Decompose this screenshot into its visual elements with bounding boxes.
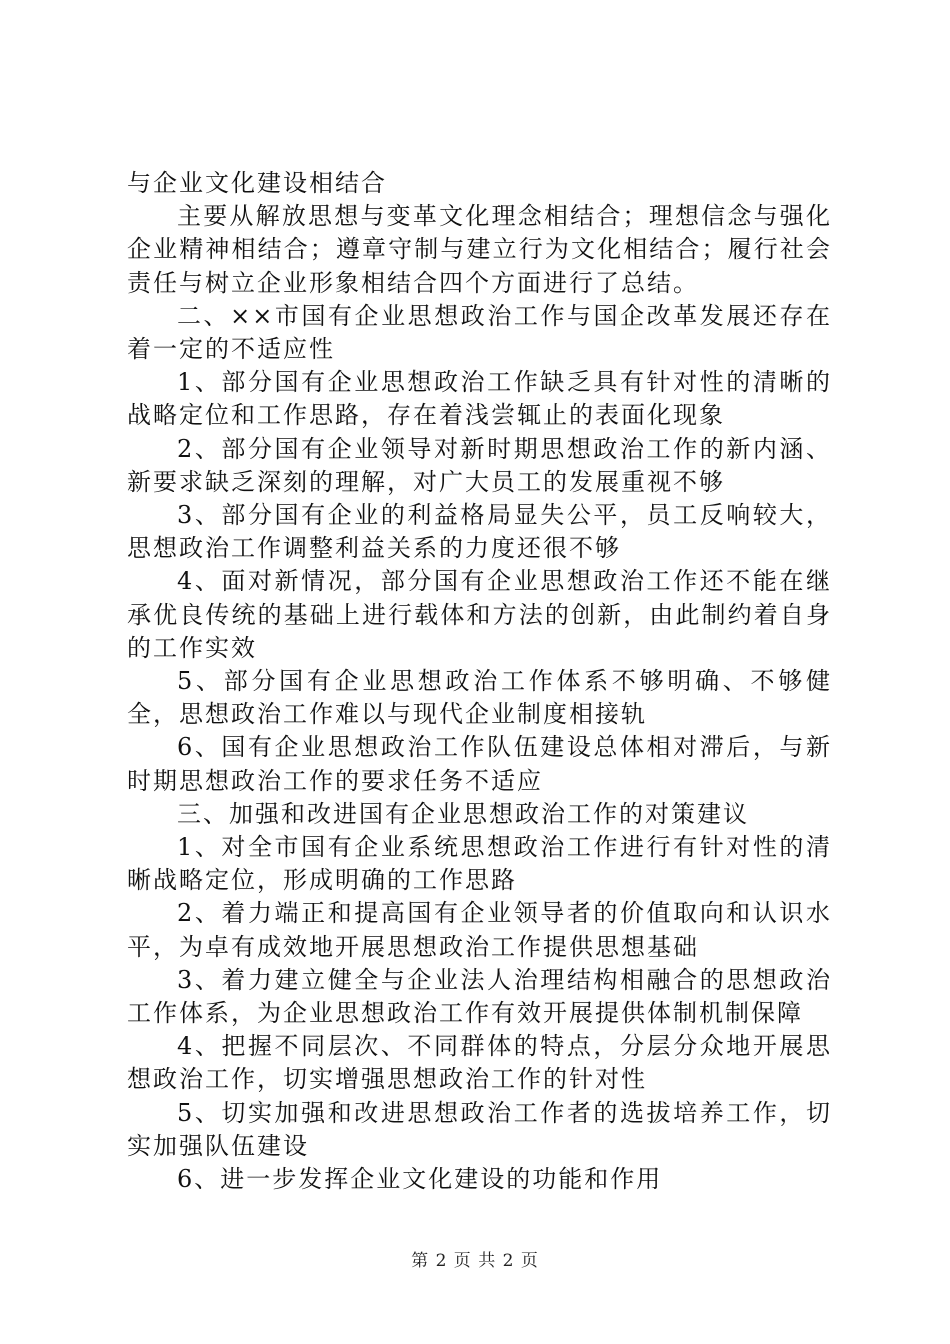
paragraph-0: 与企业文化建设相结合 bbox=[127, 169, 387, 197]
list-item-2-5: 5、部分国有企业思想政治工作体系不够明确、不够健全，思想政治工作难以与现代企业制度相接轨 bbox=[127, 667, 832, 729]
list-item-2-2: 2、部分国有企业领导对新时期思想政治工作的新内涵、新要求缺乏深刻的理解，对广大员工的发展重视不够 bbox=[127, 434, 832, 496]
paragraph-1: 主要从解放思想与变革文化理念相结合；理想信念与强化企业精神相结合；遵章守制与建立行为文化相结合；履行社会责任与树立企业形象相结合四个方面进行了总结。 bbox=[127, 202, 832, 297]
list-item-3-3: 3、着力建立健全与企业法人治理结构相融合的思想政治工作体系，为企业思想政治工作有效开展提供体制机制保障 bbox=[127, 965, 832, 1028]
document-body bbox=[127, 167, 832, 1196]
page-number-footer: 第 2 页 共 2 页 bbox=[411, 1251, 539, 1271]
list-item-2-1: 1、部分国有企业思想政治工作缺乏具有针对性的清晰的战略定位和工作思路，存在着浅尝辄止的表面化现象 bbox=[127, 368, 832, 430]
list-item-2-3: 3、部分国有企业的利益格局显失公平，员工反响较大，思想政治工作调整利益关系的力度还很不够 bbox=[127, 501, 832, 563]
list-item-3-5: 5、切实加强和改进思想政治工作者的选拔培养工作，切实加强队伍建设 bbox=[127, 1098, 832, 1160]
list-item-3-4: 4、把握不同层次、不同群体的特点，分层分众地开展思想政治工作，切实增强思想政治工作的针对性 bbox=[127, 1032, 832, 1094]
list-item-2-4: 4、面对新情况，部分国有企业思想政治工作还不能在继承优良传统的基础上进行载体和方法的创新，由此制约着自身的工作实效 bbox=[127, 567, 832, 662]
section-heading-2: 二、××市国有企业思想政治工作与国企改革发展还存在着一定的不适应性 bbox=[127, 301, 832, 364]
list-item-3-1: 1、对全市国有企业系统思想政治工作进行有针对性的清晰战略定位，形成明确的工作思路 bbox=[127, 833, 832, 895]
list-item-3-6: 6、进一步发挥企业文化建设的功能和作用 bbox=[177, 1165, 663, 1194]
list-item-2-6: 6、国有企业思想政治工作队伍建设总体相对滞后，与新时期思想政治工作的要求任务不适应 bbox=[127, 733, 832, 795]
section-heading-3: 三、加强和改进国有企业思想政治工作的对策建议 bbox=[177, 799, 749, 828]
list-item-3-2: 2、着力端正和提高国有企业领导者的价值取向和认识水平，为卓有成效地开展思想政治工作提供思想基础 bbox=[127, 899, 832, 961]
